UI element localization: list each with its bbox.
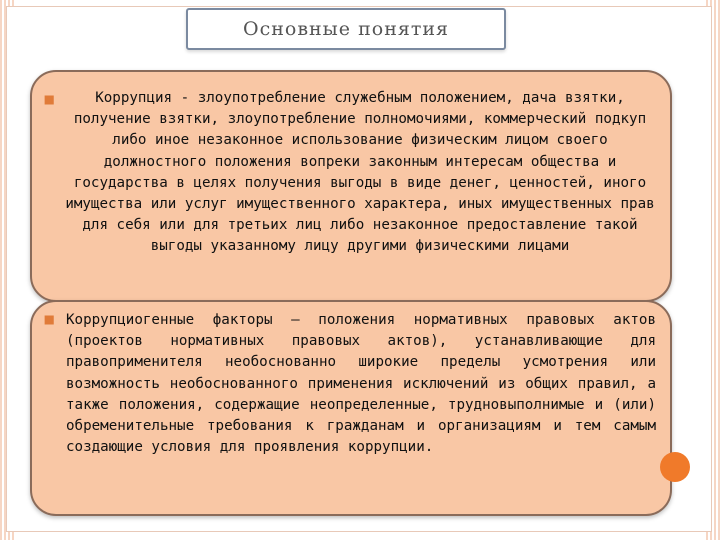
title-box <box>186 8 506 50</box>
diamond-bullet-icon: ⯀ <box>44 94 55 109</box>
corruption-definition-text: Коррупция - злоупотребление служебным положением, дача взятки, получение взятки, злоупотребление полномочиями, коммерческий подкуп либо иное незаконное использование физическим лицом своего должностного положения вопреки законным интересам общества и государства в целях получения выгоды в виде денег, ценностей, иного имущества или услуг имущественного характера, иных имущественных прав для себя или для третьих лиц либо незаконное предоставление такой выгоды указанному лицу другими физическими лицами <box>65 90 655 255</box>
corruption-factors-text: Коррупциогенные факторы – положения нормативных правовых актов (проектов нормативных правовых актов), устанавливающие для правоприменителя необоснованно широкие пределы усмотрения или возможность необоснованного применения исключений из общих правил, а также положения, содержащие неопределенные, трудновыполнимые и (или) обременительные требования к гражданам и организациям и тем самым создающие условия для проявления коррупции. <box>66 312 656 456</box>
page-title: Основные понятия <box>243 18 449 40</box>
decorative-circle <box>660 452 690 482</box>
diamond-bullet-icon: ⯀ <box>44 314 55 329</box>
